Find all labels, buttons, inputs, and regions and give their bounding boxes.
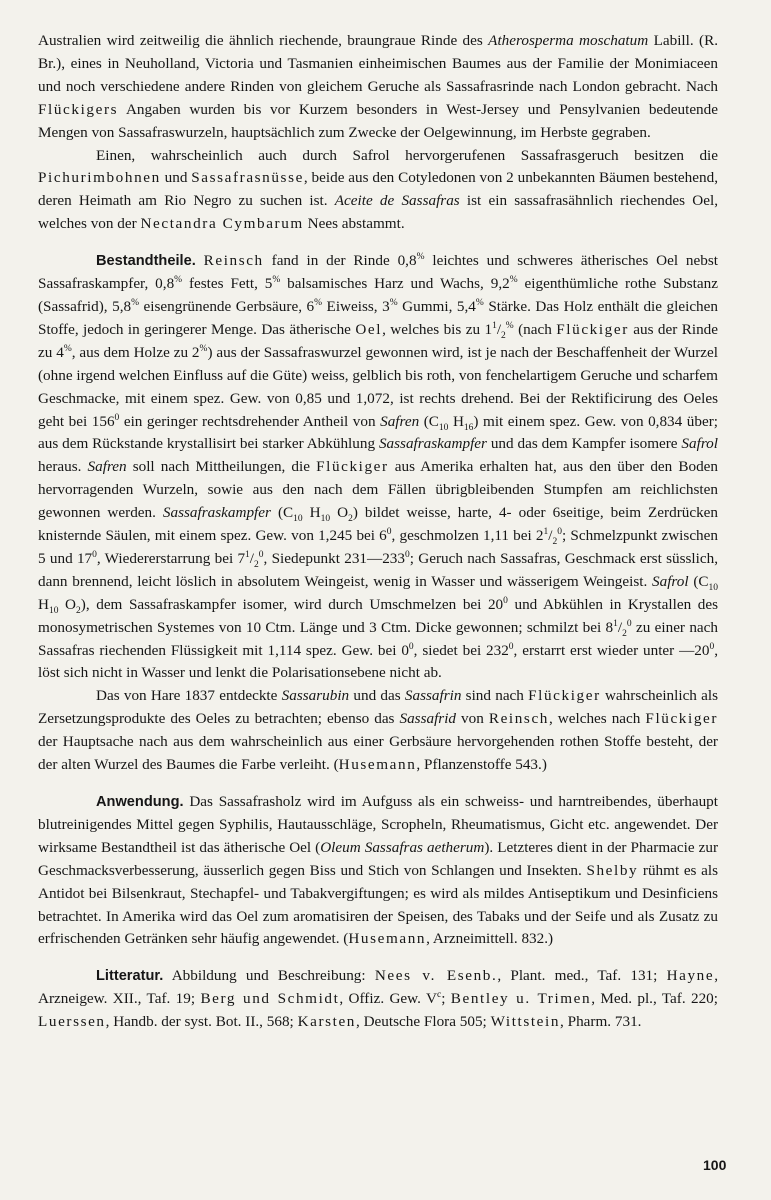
text-run: fand in der Rinde 0,8	[263, 252, 417, 270]
text-run: (C	[270, 504, 294, 522]
text-run: , Med. pl., Taf. 220;	[591, 990, 718, 1008]
text-run: und Abkühlen in Krystallen des monosymetrischen Systemes von 10 Ctm. Länge und 3 Ctm. Dicke gewonnen; schmilzt bei 8	[38, 595, 718, 636]
text-run: eigenthümliche rothe Substanz (Sassafrid), 5,8	[38, 275, 718, 315]
degree-mark: 0	[114, 412, 120, 423]
text-run: ). Letzteres dient in der Pharmacie zur Geschmacksverbesserung, äusserlich gegen Biss und Stich von Schlangen und Insekten.	[38, 838, 719, 879]
text-run: der Hauptsache nach aus dem wahrscheinlich aus einer Gerbsäure hervorgehenden rothen Stoffe besteht, der der alten Wurzel des Baumes die Farbe verleiht. (	[38, 733, 718, 774]
text-run: und das	[349, 687, 405, 705]
body-text	[38, 30, 718, 1034]
text-run: Australien wird zeitweilig die ähnlich riechende, braungraue Rinde des	[38, 32, 489, 49]
text-run: , beide aus den Cotyledonen von 2 unbekannten Bäumen bestehend, deren Heimath am Rio Negro zu suchen ist.	[38, 169, 718, 210]
text-run: H	[302, 504, 321, 522]
degree-mark: 0	[508, 641, 514, 652]
formula-subscript: 2	[76, 605, 81, 616]
text-run: H	[38, 595, 49, 613]
text-run: Eiweiss, 3	[322, 297, 390, 315]
author-name: Karsten	[297, 1013, 356, 1031]
text-run: ;	[441, 990, 451, 1008]
text-run: leichtes und schweres ätherisches Oel nebst Sassafraskampfer, 0,8	[38, 252, 718, 293]
text-run: Stärke. Das Holz enthält die gleichen Stoffe, jedoch in geringerer Menge. Das ätherische	[38, 297, 718, 338]
text-run: , siedet bei 232	[413, 641, 509, 659]
fraction-denominator: 2	[254, 559, 259, 570]
text-run: ist ein sassafrasähnlich riechendes Oel, welches von der	[38, 192, 718, 233]
author-name: Flückiger	[556, 320, 629, 338]
italic-term: Safren	[87, 458, 127, 476]
paragraph-sassarubin	[38, 685, 718, 777]
text-run: Abbildung und Beschreibung:	[163, 967, 375, 985]
italic-term: Aceite de Sassafras	[334, 192, 460, 210]
author-name: Reinsch	[488, 710, 549, 728]
text-run: ), dem Sassafraskampfer isomer, wird durch Umschmelzen bei 20	[80, 595, 504, 613]
italic-term: Safrol	[681, 435, 718, 453]
text-run: , Offiz. Gew. V	[339, 990, 437, 1008]
text-run: ein geringer rechtsdrehender Antheil von	[119, 412, 381, 430]
degree-mark: 0	[503, 595, 508, 606]
italic-term: Safrol	[652, 572, 689, 590]
text-run: , Pflanzenstoffe 543.)	[416, 756, 547, 774]
italic-term: Sassafrin	[404, 687, 462, 705]
text-run: (nach	[513, 320, 557, 338]
text-run: wahrscheinlich als Zersetzungsprodukte des Oeles zu betrachten; ebenso das	[38, 687, 719, 728]
text-run: Nees abstammt.	[303, 215, 405, 233]
author-name: Wittstein	[490, 1013, 561, 1031]
text-run: Angaben wurden bis vor Kurzem besonders in West-Jersey und Pensylvanien bedeutende Mengen von Sassafraswurzeln, hauptsächlich zum Zwecke der Oelgewinnung, im Herbste gegraben.	[38, 100, 718, 141]
text-run: ) mit einem spez. Gew. von 0,834 über; aus dem Rückstande krystallisirt bei starker Abkühlung	[38, 412, 718, 453]
text-run: , Arzneimittell. 832.)	[426, 930, 554, 948]
text-run: , erstarrt erst wieder unter —20	[513, 641, 710, 659]
percent-mark: %	[314, 297, 323, 308]
spaced-term: Pichurimbohnen	[38, 169, 161, 187]
author-name: Flückiger	[645, 710, 719, 728]
text-run: , welches bis zu 1	[382, 320, 493, 338]
text-run: (C	[419, 412, 439, 430]
formula-subscript: 10	[708, 582, 718, 593]
species-name: Atherosperma moschatum	[488, 32, 649, 49]
percent-mark: %	[272, 275, 281, 285]
text-run: , Handb. der syst. Bot. II., 568;	[105, 1013, 298, 1031]
spaced-term: Sassafrasnüsse	[191, 169, 304, 187]
italic-term: Sassafraskampfer	[162, 504, 271, 522]
italic-term: Oleum Sassafras aetherum	[320, 838, 485, 856]
text-run: , löst sich nicht in Wasser und lenkt die Polarisationsebene nicht ab.	[38, 641, 718, 682]
text-run: Gummi, 5,4	[397, 297, 476, 315]
author-name: Flückiger	[316, 458, 389, 476]
section-heading: Litteratur.	[96, 968, 164, 985]
italic-term: Safren	[380, 412, 420, 430]
text-run: Labill. (R. Br.), eines in Neuholland, Victoria und Tasmanien einheimischen Baumes aus der Familie der Monimiaceen und noch verschiedene andere Rinden von gleichem Geruche als Sassafrasrinde nach London gebracht. Nach	[38, 32, 718, 95]
degree-mark: 0	[408, 641, 414, 652]
italic-term: Sassafrid	[399, 710, 457, 728]
degree-mark: 0	[92, 549, 97, 560]
text-run: , Siedepunkt 231—233	[263, 549, 405, 567]
section-heading: Anwendung.	[96, 794, 184, 810]
text-run: (C	[688, 572, 709, 590]
text-run: O	[58, 595, 77, 613]
text-run: ; Geruch nach Sassafras, Geschmack erst süsslich, dann brennend, leicht löslich in absolutem Weingeist, wenig in Wasser und wässerigem Weingeist.	[38, 549, 718, 590]
paragraph-atherosperma	[38, 30, 718, 145]
percent-mark: %	[475, 297, 484, 308]
page-number: 100	[703, 1157, 727, 1173]
author-name: Hayne	[666, 967, 715, 985]
spaced-term: Nectandra Cymbarum	[140, 215, 304, 233]
fraction-numerator: 1	[543, 526, 549, 537]
formula-subscript: 10	[320, 514, 331, 525]
superscript-mark: c	[437, 990, 442, 1001]
degree-mark: 0	[626, 618, 632, 629]
text-run: ) bildet weisse, harte, 4- oder 6seitige, beim Zerdrücken knisternde Säulen, mit einem spez. Gew. von 1,245 bei 6	[38, 504, 719, 545]
percent-mark: %	[174, 275, 183, 285]
author-name: Husemann	[348, 930, 427, 948]
fraction-numerator: 1	[492, 320, 497, 331]
text-run: Einen, wahrscheinlich auch durch Safrol hervorgerufenen Sassafrasgeruch besitzen die	[96, 146, 718, 164]
text-run: festes Fett, 5	[182, 275, 273, 293]
text-run: balsamisches Harz und Wachs, 9,2	[280, 275, 510, 293]
text-run: H	[448, 412, 464, 430]
text-run: soll nach Mittheilungen, die	[126, 458, 317, 476]
author-name: Flückiger	[528, 687, 601, 705]
text-run: und das dem Kampfer isomere	[486, 435, 682, 453]
text-run: , Plant. med., Taf. 131;	[497, 967, 667, 985]
text-run: , Pharm. 731.	[560, 1013, 642, 1031]
section-heading: Bestandtheile.	[96, 253, 196, 270]
degree-mark: 0	[386, 526, 392, 537]
degree-mark: 0	[258, 549, 264, 560]
text-run: Das von Hare 1837 entdeckte	[96, 687, 282, 705]
text-run: , geschmolzen 1,11 bei 2	[391, 527, 544, 545]
percent-mark: %	[131, 297, 140, 308]
text-run: aus der Rinde zu 4	[38, 320, 719, 361]
text-run: und	[160, 169, 192, 187]
formula-subscript: 10	[438, 422, 449, 433]
percent-mark: %	[63, 343, 72, 354]
author-name: Nees v. Esenb.	[374, 967, 498, 985]
text-run: eisengrünende Gerbsäure, 6	[139, 297, 315, 315]
fraction-numerator: 1	[245, 549, 250, 560]
italic-term: Sassafraskampfer	[378, 435, 487, 453]
author-name: Husemann	[338, 756, 417, 774]
formula-subscript: 10	[48, 605, 59, 616]
text-run: von	[456, 710, 489, 728]
text-run: , Deutsche Flora 505;	[356, 1013, 491, 1031]
text-run: zu einer nach Sassafras riechenden Flüssigkeit mit 1,114 spez. Gew. bei 0	[38, 618, 718, 659]
formula-subscript: 2	[348, 514, 353, 525]
fraction-denominator: 2	[622, 628, 627, 639]
paragraph-pichurimbohnen	[38, 145, 718, 237]
text-run: , aus dem Holze zu 2	[71, 343, 200, 361]
degree-mark: 0	[557, 526, 562, 537]
fraction-denominator: 2	[552, 537, 558, 548]
author-name: Shelby	[586, 861, 639, 879]
spaced-term: Oel	[355, 320, 383, 338]
text-run: aus Amerika erhalten hat, aus den über den Boden hervorragenden Wurzeln, sowie aus den nach dem Fällen übrigbleibenden Stumpfen am reichlichsten gewonnen werden.	[38, 458, 718, 522]
percent-mark: %	[416, 252, 425, 263]
text-run: , welches nach	[548, 710, 646, 728]
text-run: , Wiedererstarrung bei 7	[96, 549, 246, 567]
percent-mark: %	[389, 297, 398, 308]
fraction-denominator: 2	[501, 330, 506, 341]
author-name: Reinsch	[203, 252, 264, 270]
author-name: Berg und Schmidt	[200, 990, 340, 1008]
text-run: Das Sassafrasholz wird im Aufguss als ein schweiss- und harntreibendes, überhaupt blutreinigendes Mittel gegen Syphilis, Hautausschläge, Scropheln, Rheumatismus, Gicht etc. angewendet. Der wirksame Bestandtheil ist das ätherische Oel (	[38, 793, 718, 856]
text-run: heraus.	[38, 458, 88, 476]
text-run: , Arzneigew. XII., Taf. 19;	[38, 967, 719, 1008]
section-anwendung	[38, 791, 718, 951]
section-bestandtheile: Bestandtheile. Reinsch fand in der Rinde 0,8% leichtes und schweres ätherisches Oel nebst Sassafraskampfer, 0,8% festes Fett, 5% balsamisches Harz und Wachs, 9,2% eigenthümliche rothe Substanz (Sassafrid), 5,8% eisengrünende Gerbsäure, 6% Eiweiss, 3% Gummi, 5,4% Stärke. Das Holz enthält die gleichen Stoffe, jedoch in geringerer Menge. Das ätherische Oel, welches bis zu $1^1/_2^{\%}$ (nach Flückiger aus der Rinde zu 4%, aus dem Holze zu 2%) aus der Sassafraswurzel gewonnen wird, ist je nach der Beschaffenheit der Wurzel (ohne irgend welchen Einfluss auf die Güte) weiss, gelblich bis roth, von fenchelartigem Geruche und scharfem Geschmacke, mit einem spez. Gew. von 0,85 und 1,072, ist rechts drehend. Bei der Rektificirung des Oeles geht bei $156^0$ ein geringer rechtsdrehender Antheil von Safren ($C_{10}$ $H_{16}$) mit einem spez. Gew. von 0,834 über; aus dem Rückstande krystallisirt bei starker Abkühlung Sassafraskampfer und das dem Kampfer isomere Safrol heraus. Safren soll nach Mittheilungen, die Flückiger aus Amerika erhalten hat, aus den über den Boden hervorragenden Wurzeln, sowie aus den nach dem Fällen übrigbleibenden Stumpfen am reichlichsten gewonnen werden. Sassafraskampfer ($C_{10}$ $H_{10}$ $O_2$) bildet weisse, harte, 4- oder 6seitige, beim Zerdrücken knisternde Säulen, mit einem spez. Gew. von 1,245 bei $6^0$, geschmolzen 1,11 bei $2^1/_2^0$; Schmelzpunkt zwischen 5 und $17^0$, Wiedererstarrung bei $7^1/_2^0$, Siedepunkt $231—233^0$; Geruch nach Sassafras, Geschmack erst süsslich, dann brennend, leicht löslich in absolutem Weingeist, wenig in Wasser und wässerigem Weingeist. Safrol ($C_{10}$ $H_{10}$ $O_2$), dem Sassafraskampfer isomer, wird durch Umschmelzen bei $20^0$ und Abkühlen in Krystallen des monosymetrischen Systemes von 10 Ctm. Länge und 3 Ctm. Dicke gewonnen; schmilzt bei $8^1/_2^0$ zu einer nach Sassafras riechenden Flüssigkeit mit 1,114 spez. Gew. bei $0^0$, siedet bei $232^0$, erstarrt erst wieder unter $—20^0$, löst sich nicht in Wasser und lenkt die Polarisationsebene nicht ab.	[38, 252, 719, 682]
text-run: ) aus der Sassafraswurzel gewonnen wird, ist je nach der Beschaffenheit der Wurzel (ohne irgend welchen Einfluss auf die Güte) weiss, gelblich bis roth, von fenchelartigem Geruche und scharfem Geschmacke, mit einem spez. Gew. von 0,85 und 1,072, ist rechts drehend. Bei der Rektificirung des Oeles geht bei 156	[38, 343, 718, 430]
formula-subscript: 16	[463, 422, 474, 433]
author-name: Luerssen	[38, 1013, 106, 1031]
author-name: Flückigers	[38, 100, 119, 118]
percent-mark: %	[199, 343, 208, 354]
section-litteratur	[38, 965, 718, 1034]
text-run: sind nach	[461, 687, 529, 705]
percent-mark: %	[509, 275, 518, 285]
percent-mark: %	[505, 320, 514, 331]
degree-mark: 0	[404, 549, 410, 560]
author-name: Bentley u. Trimen	[450, 990, 592, 1008]
text-run: ; Schmelzpunkt zwischen 5 und 17	[38, 527, 718, 567]
fraction-numerator: 1	[613, 618, 618, 629]
italic-term: Sassarubin	[281, 687, 350, 705]
text-run: O	[330, 504, 349, 522]
degree-mark: 0	[709, 641, 715, 652]
formula-subscript: 10	[293, 514, 303, 525]
text-run: rühmt es als Antidot bei Bilsenkraut, Stechapfel- und Tabakvergiftungen; es wird als mildes Antiseptikum und Desinficiens betrachtet. In Amerika wird das Oel zum aromatisiren der Speisen, des Tabaks und der Seife und als Zusatz zu erfrischenden Getränken sehr häufig angewendet. (	[38, 861, 718, 948]
